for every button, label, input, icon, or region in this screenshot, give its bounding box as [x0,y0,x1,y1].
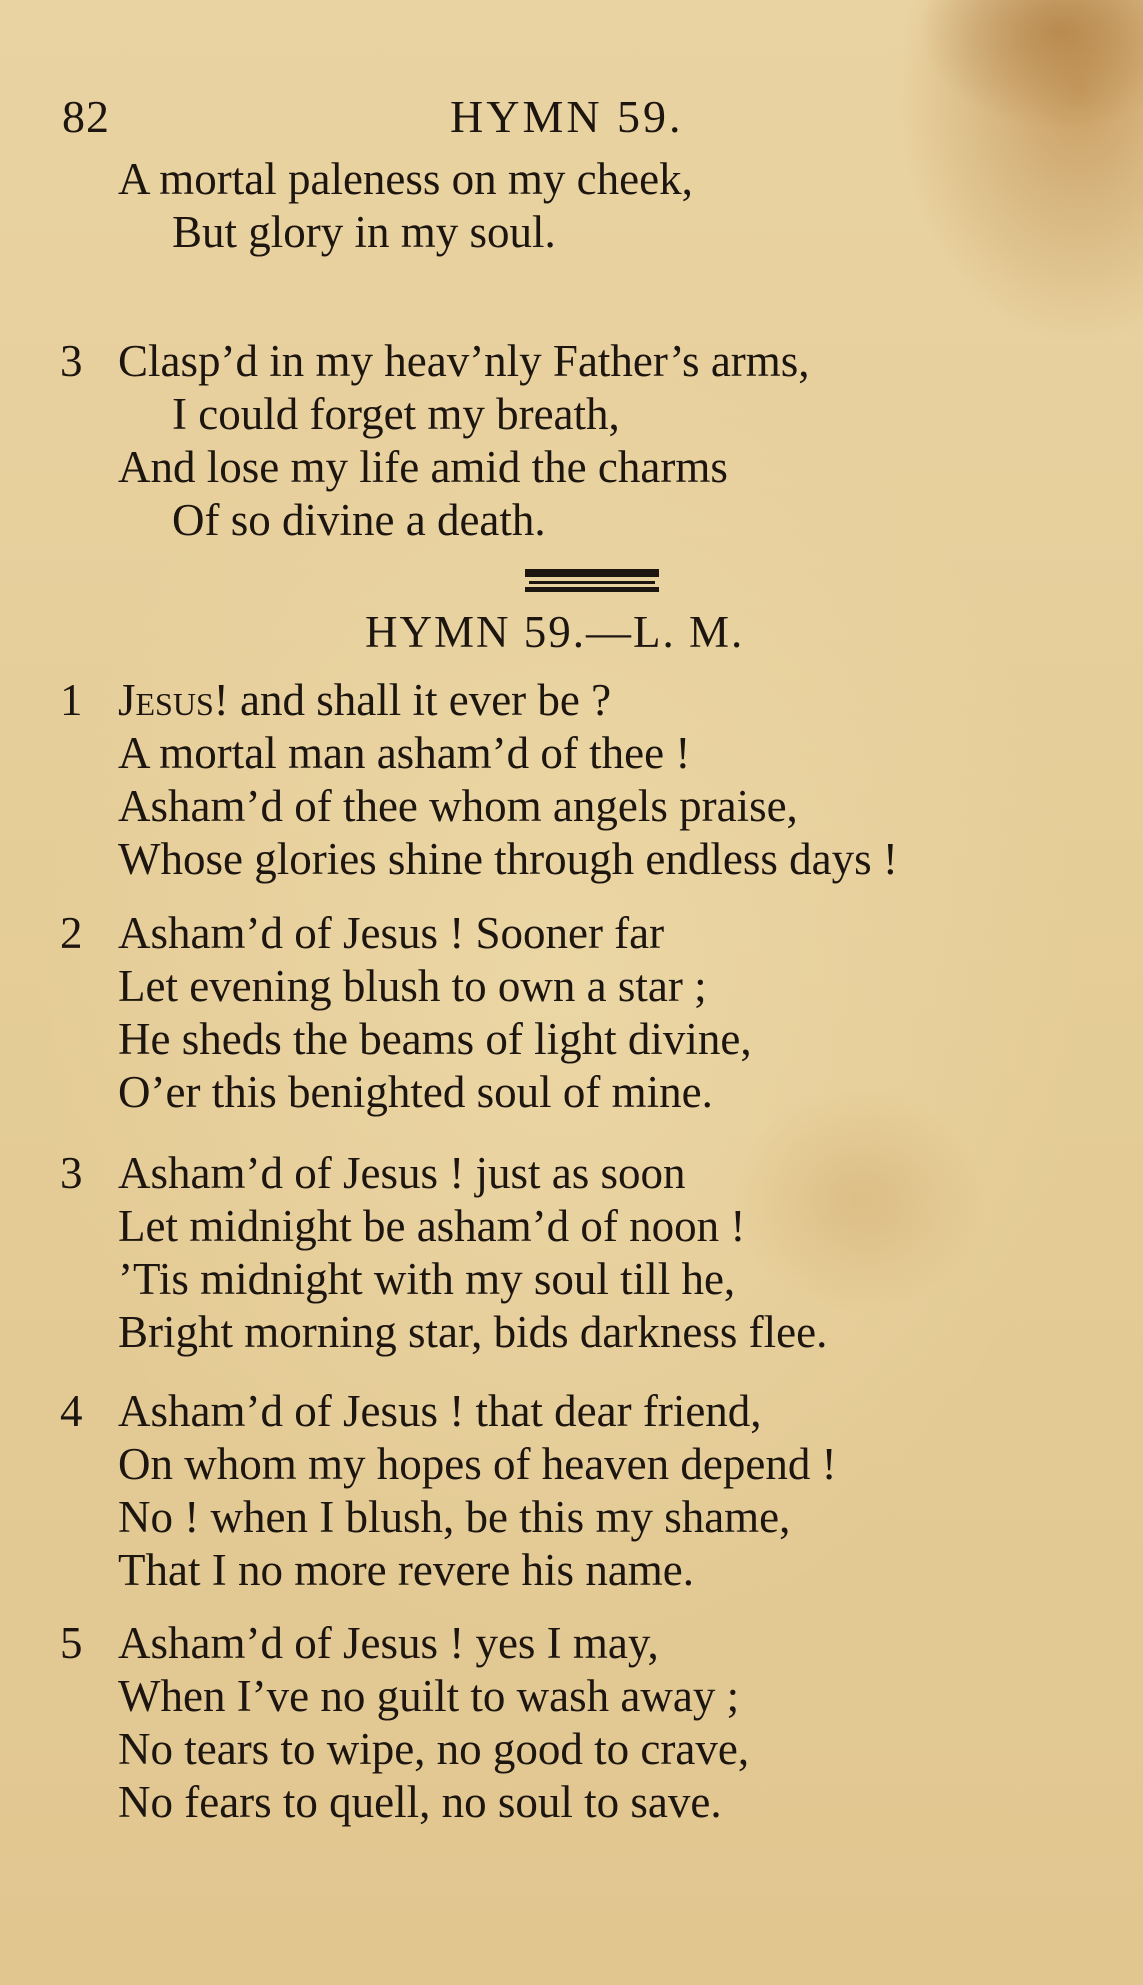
verse-line: A mortal paleness on my cheek, [118,154,693,204]
verse-line: 2 Asham’d of Jesus ! Sooner far [60,908,665,958]
section-divider [525,569,659,593]
verse-line: No tears to wipe, no good to crave, [118,1724,750,1774]
verse-line: 1 Jesus! and shall it ever be ? [60,675,612,725]
verse-line: 3 Asham’d of Jesus ! just as soon [60,1148,686,1198]
verse-number: 3 [60,336,83,386]
page-number: 82 [62,91,110,142]
verse-line: On whom my hopes of heaven depend ! [118,1439,837,1489]
continued-verse-3 [60,335,1100,547]
verse-line: ’Tis midnight with my soul till he, [118,1254,736,1304]
verse-line: Of so divine a death. [172,495,546,545]
verse-line: And lose my life amid the charms [118,442,728,492]
verse-line: But glory in my soul. [172,207,556,257]
hymn-verse-4 [60,1385,1100,1597]
verse-number: 2 [60,908,83,958]
verse-number: 1 [60,675,83,725]
verse-line: Let midnight be asham’d of noon ! [118,1201,746,1251]
running-title: HYMN 59. [450,91,684,142]
verse-line: That I no more revere his name. [118,1545,695,1595]
verse-number: 5 [60,1618,83,1668]
verse-line: When I’ve no guilt to wash away ; [118,1671,740,1721]
hymn-verse-5 [60,1617,1100,1829]
verse-number: 4 [60,1386,83,1436]
verse-line: 3 Clasp’d in my heav’nly Father’s arms, [60,336,810,386]
hymn-verse-1 [60,674,1100,886]
page-header [62,90,762,150]
verse-line: I could forget my breath, [172,389,620,439]
hymn-verse-3 [60,1147,1100,1359]
hymn-heading: HYMN 59.—L. M. [365,607,745,657]
verse-line: Asham’d of thee whom angels praise, [118,781,798,831]
verse-line: He sheds the beams of light divine, [118,1014,752,1064]
hymn-verse-2 [60,907,1100,1119]
verse-line: Bright morning star, bids darkness flee. [118,1307,828,1357]
verse-line: No fears to quell, no soul to save. [118,1777,722,1827]
verse-line: 5 Asham’d of Jesus ! yes I may, [60,1618,659,1668]
verse-number: 3 [60,1148,83,1198]
verse-line: O’er this benighted soul of mine. [118,1067,713,1117]
verse-line: Let evening blush to own a star ; [118,961,707,1011]
verse-line: 4 Asham’d of Jesus ! that dear friend, [60,1386,762,1436]
verse-line: Whose glories shine through endless days ! [118,834,898,884]
verse-line: No ! when I blush, be this my shame, [118,1492,791,1542]
continued-verse-2-end [60,153,1100,259]
verse-line: A mortal man asham’d of thee ! [118,728,691,778]
first-word: Jesus [118,675,214,725]
